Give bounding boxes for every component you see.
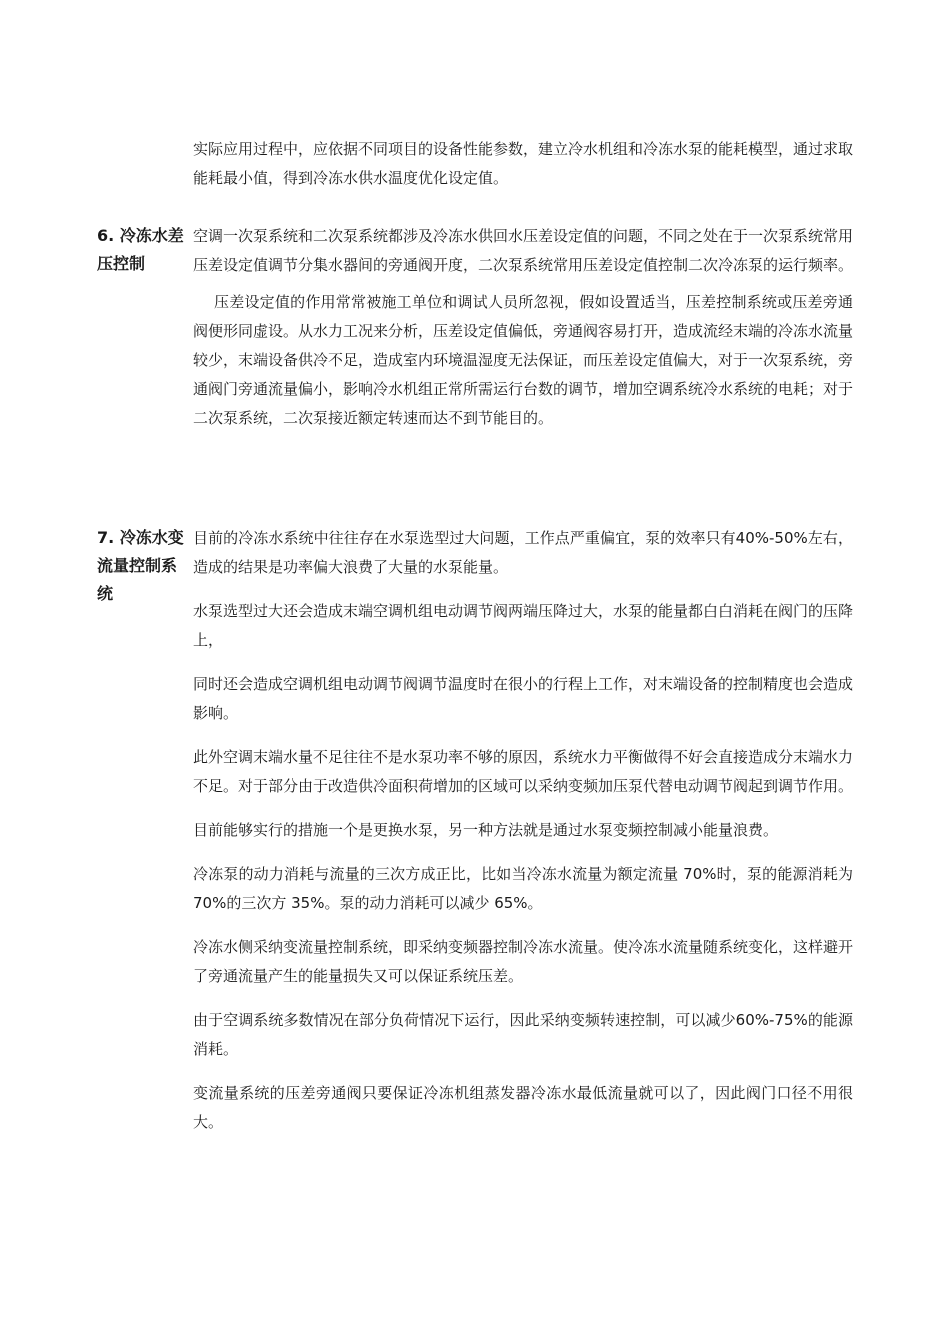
section-7-paragraph-6: 冷冻泵的动力消耗与流量的三次方成正比，比如当冷冻水流量为额定流量 70%时，泵的能源消耗为70%的三次方 35%。泵的动力消耗可以减少 65%。 [193,865,853,912]
intro-content [193,135,853,193]
section-7-paragraph-7: 冷冻水侧采纳变流量控制系统，即采纳变频器控制冷冻水流量。使冷冻水流量随系统变化，这样避开了旁通流量产生的能量损失又可以保证系统压差。 [193,938,854,985]
section-7-paragraph-3: 同时还会造成空调机组电动调节阀调节温度时在很小的行程上工作，对末端设备的控制精度也会造成影响。 [193,675,854,722]
section-7-paragraph-5: 目前能够实行的措施一个是更换水泵，另一种方法就是通过水泵变频控制减小能量浪费。 [193,821,779,839]
section-7-paragraph-4: 此外空调末端水量不足往往不是水泵功率不够的原因，系统水力平衡做得不好会直接造成分末端水力不足。对于部分由于改造供冷面积荷增加的区域可以采纳变频加压泵代替电动调节阀起到调节作用。 [193,748,854,795]
section-6-paragraph-1: 空调一次泵系统和二次泵系统都涉及冷冻水供回水压差设定值的问题，不同之处在于一次泵系统常用压差设定值调节分集水器间的旁通阀开度，二次泵系统常用压差设定值控制二次冷冻泵的运行频率。 [193,227,854,274]
section-6-paragraph-2: 压差设定值的作用常常被施工单位和调试人员所忽视，假如设置适当，压差控制系统或压差旁通阀便形同虚设。从水力工况来分析，压差设定值偏低，旁通阀容易打开，造成流经末端的冷冻水流量较少，末端设备供冷不足，造成室内环境温湿度无法保证，而压差设定值偏大，对于一次泵系统，旁通阀门旁通流量偏小，影响冷水机组正常所需运行台数的调节，增加空调系统冷水系统的电耗；对于二次泵系统，二次泵接近额定转速而达不到节能目的。 [193,293,854,427]
section-7-paragraph-2: 水泵选型过大还会造成末端空调机组电动调节阀两端压降过大，水泵的能量都白白消耗在阀门的压降上， [193,602,854,649]
section-7-heading: 7. 冷冻水变流量控制系统 [97,528,184,603]
section-7-paragraph-1: 目前的冷冻水系统中往往存在水泵选型过大问题，工作点严重偏宜，泵的效率只有40%-50%左右，造成的结果是功率偏大浪费了大量的水泵能量。 [193,529,853,576]
section-7-paragraph-8: 由于空调系统多数情况在部分负荷情况下运行，因此采纳变频转速控制，可以减少60%-75%的能源消耗。 [193,1011,853,1058]
section-6-content [193,222,853,433]
intro-paragraph: 实际应用过程中，应依据不同项目的设备性能参数，建立冷水机组和冷冻水泵的能耗模型，通过求取能耗最小值，得到冷冻水供水温度优化设定值。 [193,140,854,187]
section-6-heading: 6. 冷冻水差压控制 [97,226,184,273]
section-7-paragraph-9: 变流量系统的压差旁通阀只要保证冷冻机组蒸发器冷冻水最低流量就可以了，因此阀门口径不用很大。 [193,1084,853,1131]
section-7-content [193,524,853,1137]
